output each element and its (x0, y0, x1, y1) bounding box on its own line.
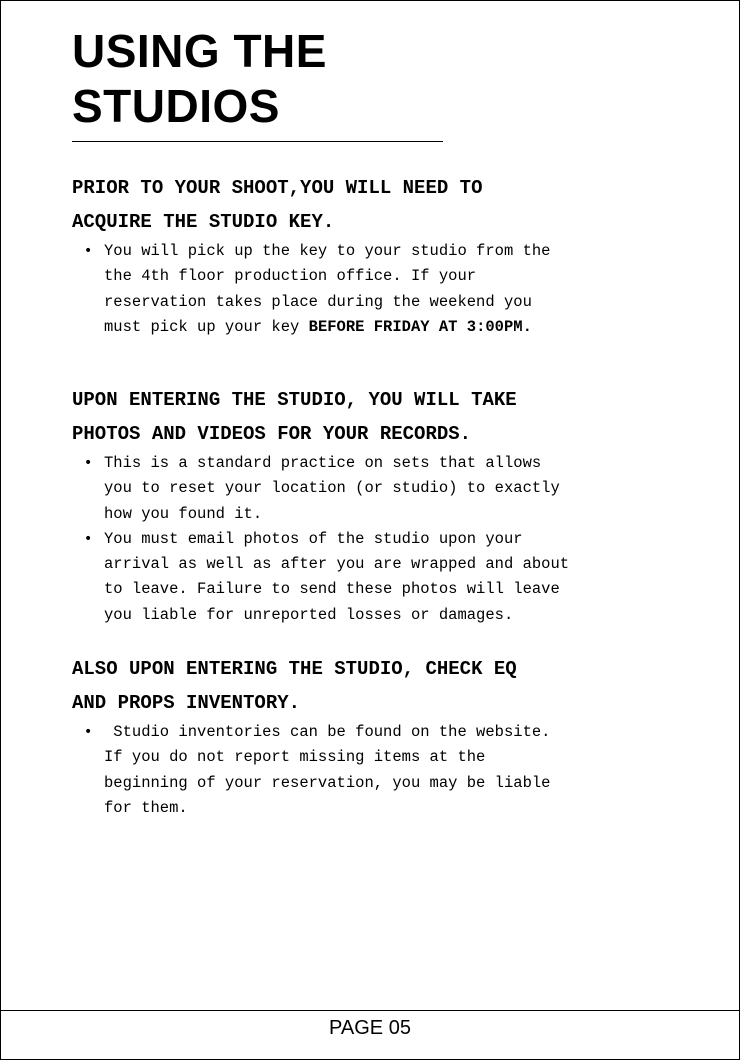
heading-line-1: ALSO UPON ENTERING THE STUDIO, CHECK EQ (72, 658, 517, 680)
key-deadline-text: BEFORE FRIDAY AT 3:00PM. (308, 317, 532, 336)
item-line: This is a standard practice on sets that allows (104, 454, 542, 472)
item-line: You will pick up the key to your studio from the (104, 242, 551, 260)
section-heading (72, 171, 632, 239)
heading-line-2: AND PROPS INVENTORY. (72, 692, 301, 714)
heading-line-2: PHOTOS AND VIDEOS FOR YOUR RECORDS. (72, 423, 472, 445)
item-line: must pick up your key (104, 317, 309, 336)
item-line: for them. (104, 798, 188, 817)
bullet-list (72, 451, 632, 628)
list-item (104, 451, 632, 527)
title-underline (72, 141, 443, 142)
page-title (72, 24, 327, 134)
item-line: beginning of your reservation, you may be liable (104, 773, 551, 792)
list-item (104, 239, 632, 340)
page-title-line-2: STUDIOS (72, 80, 280, 132)
section-studio-key (72, 171, 632, 340)
item-line: the 4th floor production office. If your (104, 267, 477, 286)
item-line: arrival as well as after you are wrapped and about (104, 555, 570, 574)
item-line: reservation takes place during the weekend you (104, 292, 532, 311)
heading-line-2: ACQUIRE THE STUDIO KEY. (72, 211, 335, 233)
section-heading (72, 652, 632, 720)
page-title-line-1: USING THE (72, 25, 327, 77)
item-line: If you do not report missing items at the (104, 748, 486, 767)
section-heading (72, 383, 632, 451)
item-line: You must email photos of the studio upon your (104, 529, 523, 548)
item-line: you liable for unreported losses or damages. (104, 605, 514, 624)
bullet-list (72, 720, 632, 821)
footer-divider (0, 1010, 740, 1011)
section-photos-videos (72, 383, 632, 628)
list-item (104, 720, 632, 821)
page-number: PAGE 05 (329, 1017, 411, 1039)
item-line: you to reset your location (or studio) to exactly (104, 479, 560, 498)
heading-line-1: UPON ENTERING THE STUDIO, YOU WILL TAKE (72, 389, 517, 411)
item-line: how you found it. (104, 504, 263, 523)
item-line: to leave. Failure to send these photos will leave (104, 580, 560, 599)
bullet-list (72, 239, 632, 340)
heading-line-1: PRIOR TO YOUR SHOOT,YOU WILL NEED TO (72, 177, 483, 199)
list-item (104, 527, 632, 628)
section-inventory (72, 652, 632, 821)
item-line: Studio inventories can be found on the website. (104, 723, 551, 741)
